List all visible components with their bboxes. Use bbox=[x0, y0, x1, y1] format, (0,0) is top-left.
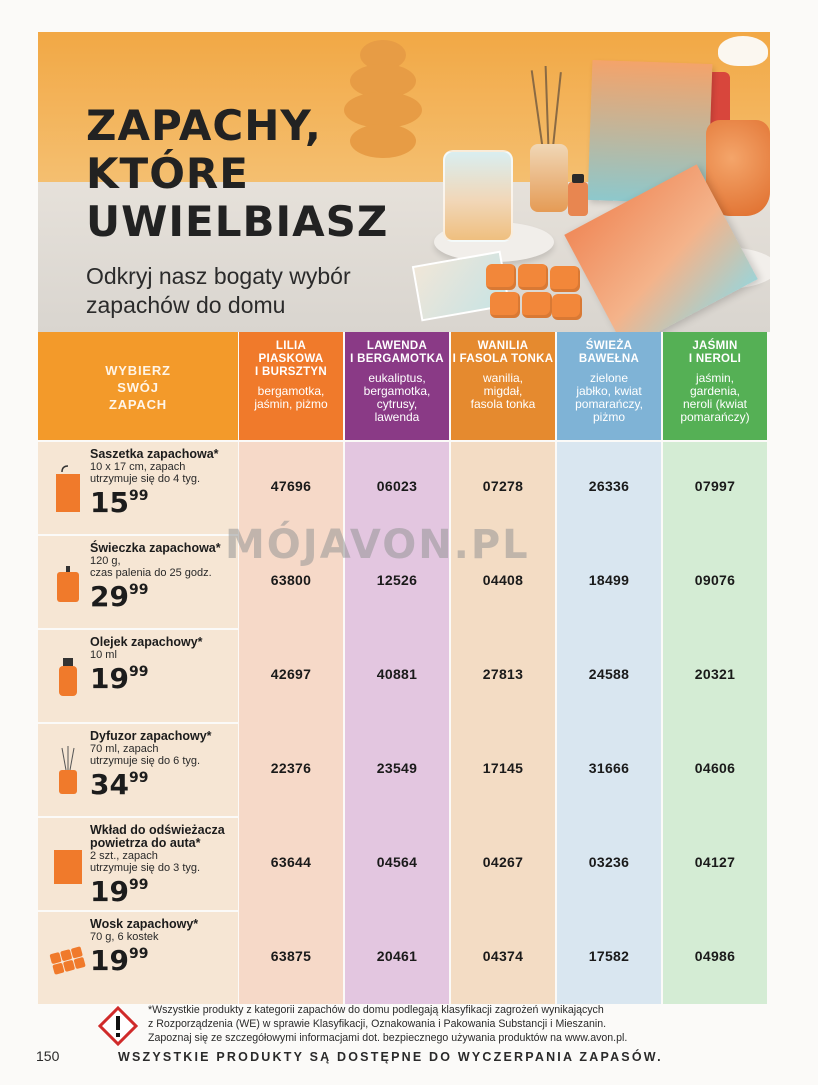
pick-header: WYBIERZ SWÓJ ZAPACH bbox=[38, 332, 238, 440]
fragrance-notes-line: pomarańczy, bbox=[575, 397, 643, 411]
product-row bbox=[38, 442, 238, 534]
product-code: 22376 bbox=[270, 760, 312, 776]
product-price: $29^{99}$ bbox=[90, 580, 149, 613]
fragrance-name-line: PIASKOWA bbox=[258, 353, 324, 365]
product-title: Saszetka zapachowa* bbox=[90, 447, 219, 461]
fragrance-notes-line: piżmo bbox=[592, 410, 625, 424]
candle-icon bbox=[48, 558, 88, 608]
product-description: 10 ml bbox=[90, 649, 117, 661]
fragrance-name-line: I BERGAMOTKA bbox=[350, 353, 444, 365]
product-code: 27813 bbox=[482, 666, 524, 682]
product-code: 06023 bbox=[376, 478, 418, 494]
product-description: utrzymuje się do 4 tyg. bbox=[90, 473, 201, 485]
product-row bbox=[38, 536, 238, 628]
page-title: ZAPACHY, KTÓRE UWIELBIASZ bbox=[86, 101, 389, 246]
product-code: 63800 bbox=[270, 572, 312, 588]
fragrance-column-header bbox=[557, 332, 661, 440]
fragrance-notes-line: gardenia, bbox=[689, 384, 741, 398]
fragrance-name-line: BAWEŁNA bbox=[578, 353, 640, 365]
fragrance-name-line: LAWENDA bbox=[366, 340, 428, 352]
product-code: 04408 bbox=[482, 572, 524, 588]
oil-bottle-illustration bbox=[568, 182, 588, 216]
product-description: 10 x 17 cm, zapach bbox=[90, 461, 186, 473]
product-price: $15^{99}$ bbox=[90, 486, 149, 519]
page-number: 150 bbox=[36, 1048, 60, 1064]
candle-illustration bbox=[443, 150, 513, 242]
product-code: 40881 bbox=[376, 666, 418, 682]
fragrance-notes-line: wanilia, bbox=[482, 371, 524, 385]
product-code: 63875 bbox=[270, 948, 312, 964]
fragrance-name-line: WANILIA bbox=[477, 340, 529, 352]
fragrance-notes-line: eukaliptus, bbox=[368, 371, 426, 385]
product-price: $19^{99}$ bbox=[90, 944, 149, 977]
product-code: 04606 bbox=[694, 760, 736, 776]
product-code: 63644 bbox=[270, 854, 312, 870]
product-row bbox=[38, 724, 238, 816]
product-code: 20321 bbox=[694, 666, 736, 682]
product-description: 70 g, 6 kostek bbox=[90, 931, 159, 943]
fragrance-notes-line: lawenda bbox=[374, 410, 420, 424]
legal-note: *Wszystkie produkty z kategorii zapachów do domu podlegają klasyfikacji zagrożeń wynikających z Rozporządzenia (WE) w sprawie Klasyfikacji, Oznakowania i Pakowania Substancji i Mieszanin. Zapoznaj się ze szczegółowymi informacjami dot. bezpiecznego używania produktów na www.avon.pl. bbox=[148, 1004, 628, 1044]
sachet-icon bbox=[48, 464, 88, 514]
product-description: 2 szt., zapach bbox=[90, 850, 158, 862]
column-background bbox=[557, 442, 661, 1004]
product-code: 42697 bbox=[270, 666, 312, 682]
product-code: 23549 bbox=[376, 760, 418, 776]
fragrance-name-line: LILIA bbox=[275, 340, 307, 352]
product-title: Olejek zapachowy* bbox=[90, 635, 203, 649]
hero-banner bbox=[38, 32, 770, 332]
fragrance-table bbox=[38, 332, 770, 1042]
product-title: powietrza do auta* bbox=[90, 836, 201, 850]
product-price: $34^{99}$ bbox=[90, 768, 149, 801]
wax-cubes-illustration bbox=[486, 264, 582, 324]
product-code: 12526 bbox=[376, 572, 418, 588]
wax-cubes-icon bbox=[48, 934, 88, 984]
product-description: utrzymuje się do 3 tyg. bbox=[90, 862, 201, 874]
product-code: 26336 bbox=[588, 478, 630, 494]
product-code: 47696 bbox=[270, 478, 312, 494]
product-code: 31666 bbox=[588, 760, 630, 776]
fragrance-notes-line: cytrusy, bbox=[376, 397, 418, 411]
product-code: 17145 bbox=[482, 760, 524, 776]
product-code: 04127 bbox=[694, 854, 736, 870]
product-code: 04986 bbox=[694, 948, 736, 964]
fragrance-column-header bbox=[239, 332, 343, 440]
diffuser-illustration bbox=[530, 144, 568, 212]
fragrance-notes-line: bergamotka, bbox=[363, 384, 431, 398]
diffuser-icon bbox=[48, 746, 88, 796]
fragrance-name-line: JAŚMIN bbox=[692, 340, 738, 352]
lily-flower-illustration bbox=[718, 36, 768, 66]
product-code: 04374 bbox=[482, 948, 524, 964]
watermark: MÓJAVON.PL bbox=[225, 522, 530, 568]
page-subtitle: Odkryj nasz bogaty wybór zapachów do domu bbox=[86, 263, 351, 318]
hazard-warning-icon bbox=[98, 1006, 138, 1046]
fragrance-name-line: I NEROLI bbox=[688, 353, 742, 365]
fragrance-name-line: I BURSZTYN bbox=[255, 366, 327, 378]
fragrance-notes-line: jabłko, kwiat bbox=[576, 384, 642, 398]
product-code: 04267 bbox=[482, 854, 524, 870]
product-title: Świeczka zapachowa* bbox=[90, 541, 221, 555]
car-refill-icon bbox=[48, 840, 88, 890]
product-price: $19^{99}$ bbox=[90, 875, 149, 908]
column-background bbox=[663, 442, 767, 1004]
product-code: 09076 bbox=[694, 572, 736, 588]
product-row bbox=[38, 818, 238, 910]
fragrance-notes-line: jaśmin, bbox=[695, 371, 734, 385]
fragrance-notes-line: pomarańczy) bbox=[680, 410, 750, 424]
product-code: 03236 bbox=[588, 854, 630, 870]
product-code: 07997 bbox=[694, 478, 736, 494]
product-row bbox=[38, 630, 238, 722]
product-price: $19^{99}$ bbox=[90, 662, 149, 695]
product-title: Wkład do odświeżacza bbox=[90, 823, 225, 837]
product-description: 70 ml, zapach bbox=[90, 743, 159, 755]
fragrance-name-line: ŚWIEŻA bbox=[585, 340, 633, 352]
product-code: 17582 bbox=[588, 948, 630, 964]
fragrance-notes-line: fasola tonka bbox=[470, 397, 536, 411]
product-description: czas palenia do 25 godz. bbox=[90, 567, 212, 579]
product-description: 120 g, bbox=[90, 555, 121, 567]
oil-bottle-icon bbox=[48, 652, 88, 702]
product-code: 24588 bbox=[588, 666, 630, 682]
fragrance-column-header bbox=[663, 332, 767, 440]
availability-note: WSZYSTKIE PRODUKTY SĄ DOSTĘPNE DO WYCZERPANIA ZAPASÓW. bbox=[118, 1050, 663, 1064]
product-code: 20461 bbox=[376, 948, 418, 964]
product-title: Wosk zapachowy* bbox=[90, 917, 199, 931]
product-code: 07278 bbox=[482, 478, 524, 494]
product-title: Dyfuzor zapachowy* bbox=[90, 729, 212, 743]
fragrance-notes-line: zielone bbox=[589, 371, 629, 385]
product-description: utrzymuje się do 6 tyg. bbox=[90, 755, 201, 767]
fragrance-column-header bbox=[345, 332, 449, 440]
product-code: 04564 bbox=[376, 854, 418, 870]
product-row bbox=[38, 912, 238, 1004]
fragrance-column-header bbox=[451, 332, 555, 440]
product-code: 18499 bbox=[588, 572, 630, 588]
fragrance-notes-line: jaśmin, piżmo bbox=[254, 397, 328, 411]
fragrance-notes-line: neroli (kwiat bbox=[682, 397, 748, 411]
fragrance-name-line: I FASOLA TONKA bbox=[452, 353, 554, 365]
fragrance-notes-line: migdał, bbox=[483, 384, 523, 398]
fragrance-notes-line: bergamotka, bbox=[257, 384, 325, 398]
